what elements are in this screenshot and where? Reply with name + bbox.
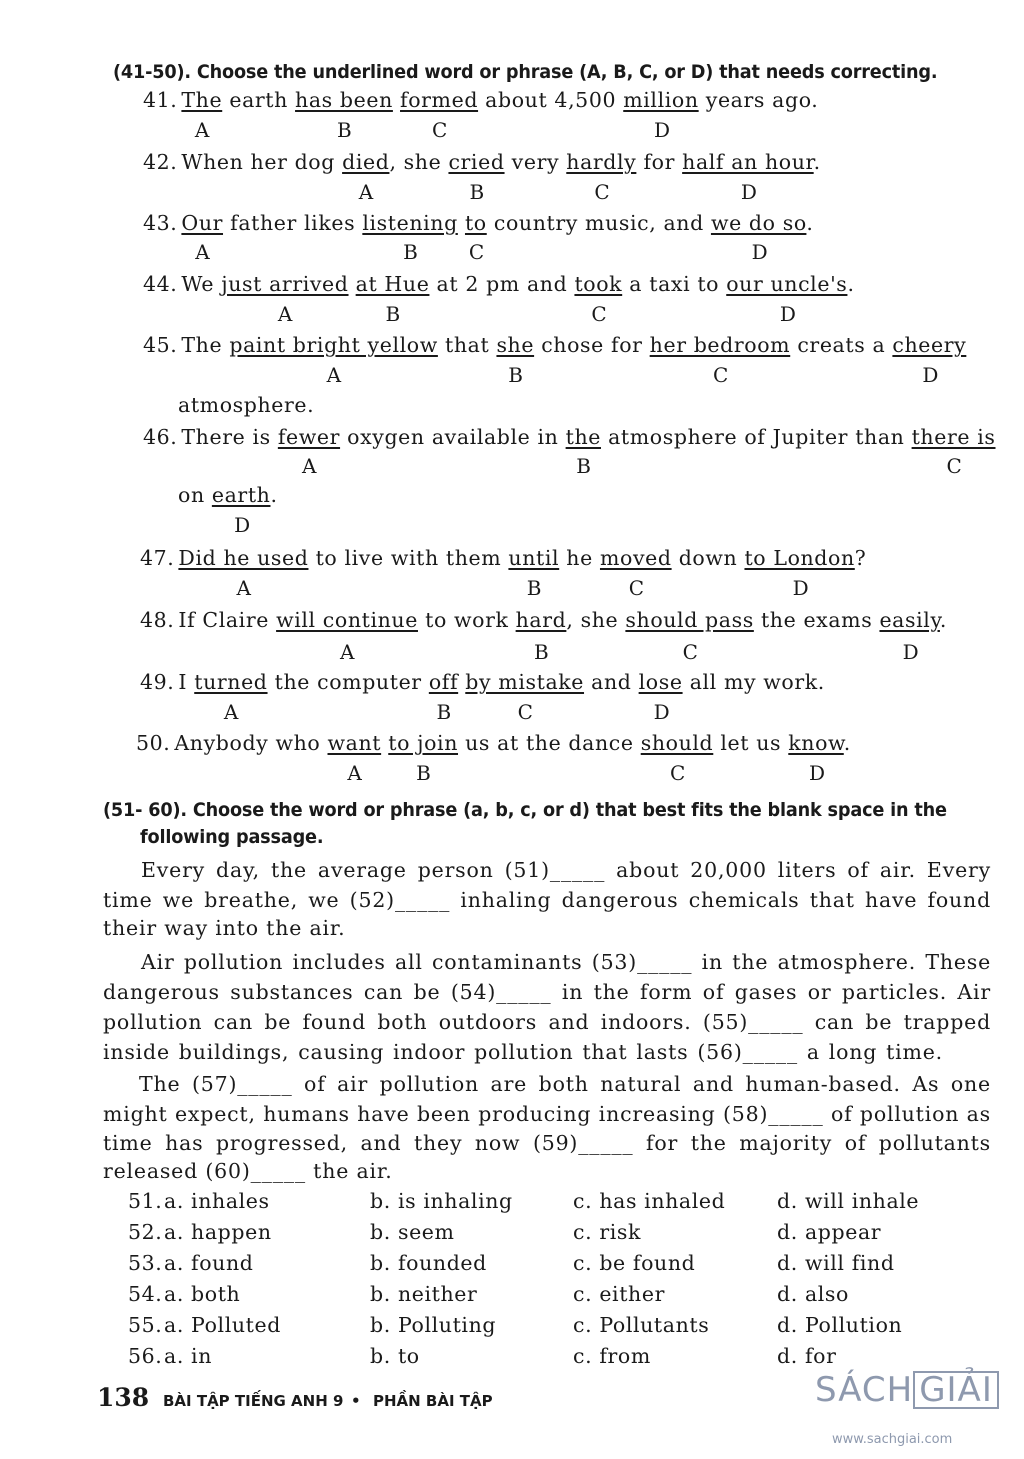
option-question-number: 52. [128,1220,163,1244]
option-letter-c: C [594,180,610,204]
passage-line: their way into the air. [103,916,346,940]
question-text [458,211,465,235]
footer-bullet: • [351,1392,361,1410]
watermark-url: www.sachgiai.com [832,1432,953,1447]
underlined-option[interactable]: moved [599,546,672,570]
question-text: Anybody who [174,731,328,755]
question-text: I [178,670,195,694]
question-text: to work [417,608,516,632]
question-text: all my work. [682,670,825,694]
question-number: 49. [140,670,175,694]
question-text: We [181,272,222,296]
question-number: 41. [143,88,178,112]
option-d[interactable]: d. also [777,1282,849,1306]
logo-text-left: SÁCH [815,1370,914,1410]
question-text: about 4,500 [478,88,624,112]
question-number: 42. [143,150,178,174]
option-d[interactable]: d. Pollution [777,1313,903,1337]
underlined-option[interactable]: died [342,150,390,174]
section2-heading-line1: (51- 60). Choose the word or phrase (a, b, c, or d) that best fits the blank space in the [103,799,947,821]
question-text: a taxi to [622,272,727,296]
page-number: 138 [97,1383,150,1412]
option-letter-a: A [326,363,342,387]
option-letter-d: D [792,576,809,600]
option-letter-a: A [358,180,374,204]
option-c[interactable]: c. Pollutants [573,1313,710,1337]
underlined-option[interactable]: has been [295,88,393,112]
option-a[interactable]: a. Polluted [164,1313,281,1337]
option-letter-a: A [236,576,251,600]
underlined-option[interactable]: there is [911,425,996,449]
question-text: the exams [753,608,880,632]
question-text: and [584,670,639,694]
question-text [393,88,400,112]
question-text: at 2 pm and [429,272,575,296]
underlined-option[interactable]: Our [181,211,224,235]
option-d[interactable]: d. appear [777,1220,882,1244]
underlined-option[interactable]: until [508,546,560,570]
underlined-option[interactable]: know [788,731,844,755]
question-number: 44. [143,272,178,296]
underlined-option[interactable]: to join [388,731,459,755]
underlined-option[interactable]: paint bright yellow [229,333,438,357]
question-text: . [847,272,855,296]
option-letter-c: C [432,118,448,142]
option-letter-d: D [653,118,670,142]
underlined-option[interactable]: turned [194,670,268,694]
option-letter-a: A [301,454,317,478]
underlined-option[interactable]: we do so [710,211,807,235]
option-letter-b: B [403,240,418,264]
question-47 [140,546,866,570]
passage-line: released (60)_____ the air. [103,1159,393,1183]
option-b[interactable]: b. founded [370,1251,487,1275]
option-c[interactable]: c. either [573,1282,665,1306]
option-a[interactable]: a. inhales [164,1189,270,1213]
question-46 [143,425,996,449]
option-b[interactable]: b. to [370,1344,420,1368]
question-text: . [806,211,814,235]
underlined-option[interactable]: want [327,731,382,755]
question-text: If Claire [178,608,277,632]
option-question-number: 51. [128,1189,163,1213]
question-text: chose for [534,333,650,357]
option-d[interactable]: d. will find [777,1251,895,1275]
question-text: years ago. [698,88,819,112]
underlined-option[interactable]: to London [744,546,855,570]
question-text: atmosphere. [178,393,315,417]
question-text: the computer [267,670,429,694]
question-text: oxygen available in [340,425,566,449]
question-45 [143,333,966,357]
underlined-option[interactable]: hard [515,608,567,632]
option-c[interactable]: c. be found [573,1251,696,1275]
footer-section: PHẦN BÀI TẬP [373,1392,493,1410]
underlined-option[interactable]: million [623,88,699,112]
option-letter-d: D [751,240,768,264]
option-letter-b: B [469,180,485,204]
option-question-number: 56. [128,1344,163,1368]
option-letter-b: B [385,302,401,326]
underlined-option[interactable]: formed [400,88,479,112]
option-question-number: 53. [128,1251,163,1275]
sachgiai-logo [815,1370,999,1410]
option-a[interactable]: a. happen [164,1220,272,1244]
option-letter-b: B [336,118,352,142]
underlined-option[interactable]: should pass [625,608,754,632]
section1-heading: (41-50). Choose the underlined word or phrase (A, B, C, or D) that needs correcting. [113,61,938,83]
question-text: that [437,333,497,357]
underlined-option[interactable]: by mistake [465,670,585,694]
option-letter-b: B [534,640,549,664]
question-48 [140,608,947,632]
option-letter-c: C [591,302,607,326]
question-number: 45. [143,333,178,357]
question-49 [140,670,825,694]
book-title: BÀI TẬP TIẾNG ANH 9 [163,1392,344,1410]
option-letter-d: D [653,700,670,724]
option-question-number: 55. [128,1313,163,1337]
question-number: 46. [143,425,178,449]
underlined-option[interactable]: to [464,211,487,235]
option-letter-c: C [517,700,533,724]
option-b[interactable]: b. neither [370,1282,478,1306]
option-letter-d: D [779,302,796,326]
underlined-option[interactable]: listening [362,211,458,235]
passage-line: Every day, the average person (51)_____ about 20,000 liters of air. Every [141,858,991,882]
question-text: earth [222,88,296,112]
underlined-option[interactable]: hardly [566,150,637,174]
option-letter-c: C [682,640,698,664]
option-letter-a: A [277,302,293,326]
option-a[interactable]: a. found [164,1251,254,1275]
option-b[interactable]: b. Polluting [370,1313,497,1337]
option-letter-a: A [347,761,362,785]
question-text: creats a [790,333,893,357]
passage-line: Air pollution includes all contaminants (53)_____ in the atmosphere. These [141,950,991,974]
option-d[interactable]: d. for [777,1344,837,1368]
question-text: very [504,150,567,174]
question-43 [143,211,814,235]
question-number: 47. [140,546,175,570]
passage-line: pollution can be found both outdoors and indoors. (55)_____ can be trapped [103,1010,991,1034]
option-letter-d: D [234,513,251,537]
passage-line: dangerous substances can be (54)_____ in the form of gases or particles. Air [103,980,991,1004]
question-text: on [178,483,212,507]
option-c[interactable]: c. has inhaled [573,1189,726,1213]
question-number: 43. [143,211,178,235]
question-41 [143,88,818,112]
question-text: , she [389,150,449,174]
option-letter-b: B [416,761,431,785]
question-continued-46 [178,483,278,507]
option-b[interactable]: b. seem [370,1220,455,1244]
question-text: ? [854,546,867,570]
underlined-option[interactable]: will continue [276,608,418,632]
underlined-option[interactable]: earth [211,483,271,507]
option-letter-c: C [670,761,686,785]
underlined-option[interactable]: fewer [277,425,341,449]
question-text: atmosphere of Jupiter than [600,425,912,449]
option-c[interactable]: c. risk [573,1220,642,1244]
logo-text-right: GIẢI [913,1371,999,1409]
question-44 [143,272,855,296]
question-text: . [813,150,821,174]
question-text: . [939,608,948,632]
option-letter-d: D [922,363,939,387]
question-text: country music, and [486,211,711,235]
underlined-option[interactable]: easily [879,608,940,632]
option-b[interactable]: b. is inhaling [370,1189,513,1213]
question-number: 50. [136,731,171,755]
underlined-option[interactable]: took [574,272,623,296]
underlined-option[interactable]: should [640,731,714,755]
question-text: When her dog [181,150,343,174]
option-letter-a: A [194,118,210,142]
underlined-option[interactable]: Did he used [178,546,309,570]
passage-line: time we breathe, we (52)_____ inhaling dangerous chemicals that have found [103,888,991,912]
question-text: us at the dance [458,731,641,755]
option-d[interactable]: d. will inhale [777,1189,920,1213]
passage-line: might expect, humans have been producing increasing (58)_____ of pollution as [103,1102,991,1126]
underlined-option[interactable]: just arrived [221,272,349,296]
question-42 [143,150,821,174]
passage-line: The (57)_____ of air pollution are both natural and human-based. As one [139,1072,991,1096]
option-letter-d: D [809,761,826,785]
option-letter-b: B [576,454,591,478]
option-letter-d: D [740,180,757,204]
question-text [349,272,356,296]
underlined-option[interactable]: The [181,88,223,112]
question-text: let us [713,731,789,755]
question-text: . [843,731,851,755]
option-c[interactable]: c. from [573,1344,651,1368]
question-text: , she [566,608,626,632]
underlined-option[interactable]: lose [638,670,683,694]
underlined-option[interactable]: cried [448,150,505,174]
question-text: he [559,546,600,570]
underlined-option[interactable]: she [496,333,535,357]
option-letter-b: B [508,363,523,387]
question-text: father likes [223,211,363,235]
question-text: to live with them [308,546,509,570]
option-a[interactable]: a. in [164,1344,213,1368]
option-letter-b: B [436,700,452,724]
question-text: The [181,333,230,357]
section2-heading-line2: following passage. [140,826,324,848]
option-letter-d: D [902,640,919,664]
underlined-option[interactable]: her bedroom [649,333,791,357]
underlined-option[interactable]: at Hue [355,272,430,296]
option-a[interactable]: a. both [164,1282,241,1306]
passage-line: time has progressed, and they now (59)_____ for the majority of pollutants [103,1131,991,1155]
option-letter-b: B [526,576,542,600]
option-letter-c: C [468,240,485,264]
question-text: for [636,150,683,174]
underlined-option[interactable]: our uncle's [726,272,848,296]
option-letter-c: C [712,363,729,387]
option-letter-a: A [340,640,355,664]
option-letter-a: A [195,240,210,264]
underlined-option[interactable]: half an hour [682,150,814,174]
underlined-option[interactable]: off [428,670,459,694]
question-continued-45 [178,393,314,417]
passage-line: inside buildings, causing indoor pollution that lasts (56)_____ a long time. [103,1040,943,1064]
underlined-option[interactable]: cheery [892,333,967,357]
question-text: There is [181,425,278,449]
question-text: . [270,483,278,507]
underlined-option[interactable]: the [565,425,601,449]
option-letter-c: C [628,576,645,600]
option-letter-a: A [223,700,239,724]
option-question-number: 54. [128,1282,163,1306]
option-letter-c: C [946,454,962,478]
question-text: down [671,546,745,570]
question-50 [136,731,851,755]
question-number: 48. [140,608,175,632]
